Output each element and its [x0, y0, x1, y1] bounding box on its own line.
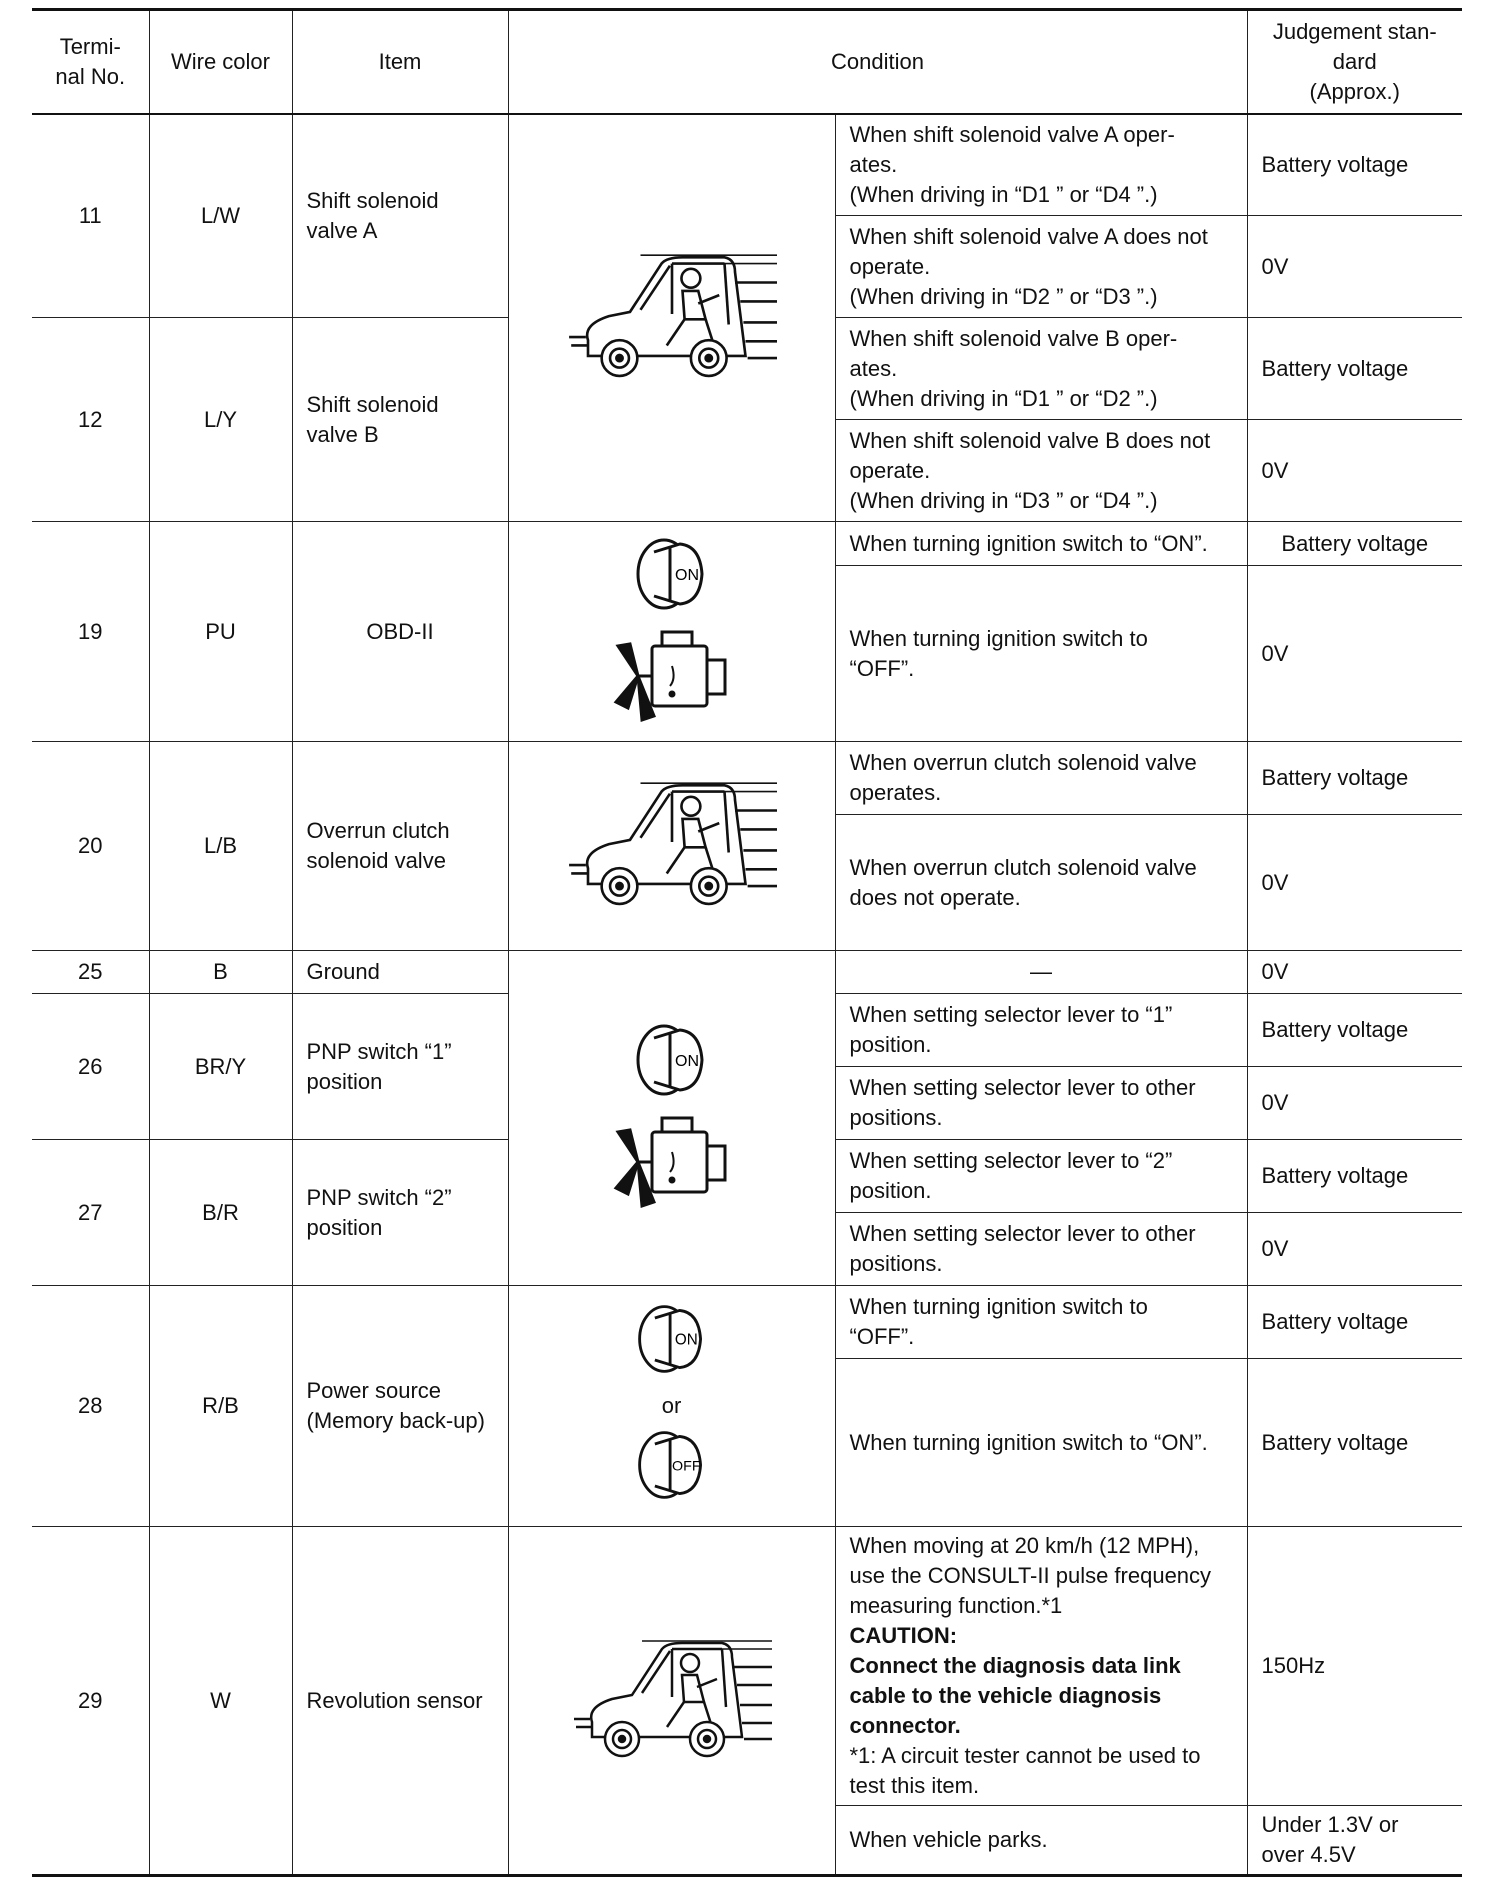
wire-color: L/Y	[149, 318, 292, 522]
caution-label: CAUTION:	[849, 1623, 958, 1648]
key-on-label: ON	[674, 1053, 699, 1070]
ignition-key-off-icon	[632, 1425, 712, 1505]
judgement-value: Battery voltage	[1247, 1286, 1462, 1359]
ignition-engine-figure	[508, 522, 835, 742]
judgement-value: 150Hz	[1247, 1527, 1462, 1806]
condition-text: When overrun clutch solenoid valve does not operate.	[835, 815, 1247, 951]
judgement-value: Battery voltage	[1247, 522, 1462, 566]
driving-car-figure	[508, 114, 835, 522]
table-row	[32, 114, 1462, 216]
wire-color: PU	[149, 522, 292, 742]
terminal-no: 19	[32, 522, 149, 742]
header-item: Item	[292, 10, 508, 114]
condition-text: When shift solenoid valve B oper- ates. (When driving in “D1 ” or “D2 ”.)	[835, 318, 1247, 420]
condition-text: When setting selector lever to “2” position.	[835, 1140, 1247, 1213]
judgement-value: Under 1.3V or over 4.5V	[1247, 1806, 1462, 1876]
condition-text: When turning ignition switch to “ON”.	[835, 522, 1247, 566]
engine-icon	[612, 1110, 732, 1210]
judgement-value: 0V	[1247, 815, 1462, 951]
condition-text: When moving at 20 km/h (12 MPH), use the CONSULT-II pulse frequency measuring function.*1	[849, 1533, 1212, 1618]
condition-text: When turning ignition switch to “OFF”.	[835, 566, 1247, 742]
footnote-text: *1: A circuit tester cannot be used to test this item.	[849, 1743, 1201, 1798]
condition-text: When turning ignition switch to “ON”.	[835, 1359, 1247, 1527]
item-name: Revolution sensor	[292, 1527, 508, 1876]
wire-color: B/R	[149, 1140, 292, 1286]
judgement-value: 0V	[1247, 566, 1462, 742]
terminal-no: 26	[32, 994, 149, 1140]
wire-color: L/B	[149, 742, 292, 951]
terminal-no: 25	[32, 951, 149, 994]
wire-color: BR/Y	[149, 994, 292, 1140]
engine-icon	[612, 624, 732, 724]
wire-color: L/W	[149, 114, 292, 318]
ignition-engine-figure	[508, 951, 835, 1286]
item-name: Overrun clutch solenoid valve	[292, 742, 508, 951]
item-name: PNP switch “1” position	[292, 994, 508, 1140]
caution-text: Connect the diagnosis data link cable to the vehicle diagnosis connector.	[849, 1653, 1181, 1738]
ignition-key-figure	[508, 1286, 835, 1527]
key-on-label: ON	[674, 566, 699, 584]
item-name: PNP switch “2” position	[292, 1140, 508, 1286]
driving-car-figure	[508, 1527, 835, 1876]
judgement-value: Battery voltage	[1247, 114, 1462, 216]
driving-car-figure	[508, 742, 835, 951]
item-name: Shift solenoid valve B	[292, 318, 508, 522]
condition-text: When setting selector lever to “1” position.	[835, 994, 1247, 1067]
wire-color: W	[149, 1527, 292, 1876]
table-row	[32, 522, 1462, 566]
condition-text: When shift solenoid valve A oper- ates. (When driving in “D1 ” or “D4 ”.)	[835, 114, 1247, 216]
condition-text: When overrun clutch solenoid valve operates.	[835, 742, 1247, 815]
condition-text: When shift solenoid valve B does not operate. (When driving in “D3 ” or “D4 ”.)	[835, 420, 1247, 522]
item-name: Ground	[292, 951, 508, 994]
item-name: OBD-II	[292, 522, 508, 742]
header-wire-color: Wire color	[149, 10, 292, 114]
key-on-label: ON	[674, 1331, 698, 1349]
terminal-no: 11	[32, 114, 149, 318]
judgement-value: 0V	[1247, 1067, 1462, 1140]
header-judgement-standard: Judgement stan- dard (Approx.)	[1247, 10, 1462, 114]
or-label: or	[661, 1393, 682, 1418]
driving-car-icon	[567, 239, 777, 389]
judgement-value: 0V	[1247, 1213, 1462, 1286]
condition-text: —	[835, 951, 1247, 994]
terminal-no: 28	[32, 1286, 149, 1527]
terminal-spec-table	[32, 8, 1462, 1877]
table-row	[32, 1286, 1462, 1359]
header-terminal-no: Termi- nal No.	[32, 10, 149, 114]
judgement-value: Battery voltage	[1247, 994, 1462, 1067]
condition-text: When shift solenoid valve A does not operate. (When driving in “D2 ” or “D3 ”.)	[835, 216, 1247, 318]
judgement-value: Battery voltage	[1247, 1359, 1462, 1527]
judgement-value: 0V	[1247, 951, 1462, 994]
condition-text: When turning ignition switch to “OFF”.	[835, 1286, 1247, 1359]
item-name: Shift solenoid valve A	[292, 114, 508, 318]
terminal-no: 27	[32, 1140, 149, 1286]
wire-color: B	[149, 951, 292, 994]
terminal-no: 12	[32, 318, 149, 522]
condition-block	[835, 1527, 1247, 1806]
header-condition: Condition	[508, 10, 1247, 114]
condition-text: When setting selector lever to other positions.	[835, 1213, 1247, 1286]
table-row	[32, 1527, 1462, 1806]
terminal-no: 20	[32, 742, 149, 951]
ignition-key-on-icon	[632, 1018, 712, 1102]
judgement-value: 0V	[1247, 420, 1462, 522]
driving-car-icon	[572, 1627, 772, 1767]
key-off-label: OFF	[671, 1458, 701, 1475]
item-name: Power source (Memory back-up)	[292, 1286, 508, 1527]
judgement-value: Battery voltage	[1247, 1140, 1462, 1213]
condition-text: When setting selector lever to other positions.	[835, 1067, 1247, 1140]
judgement-value: Battery voltage	[1247, 318, 1462, 420]
ignition-key-on-icon	[632, 1299, 712, 1379]
condition-text: When vehicle parks.	[835, 1806, 1247, 1876]
driving-car-icon	[567, 767, 777, 917]
judgement-value: Battery voltage	[1247, 742, 1462, 815]
wire-color: R/B	[149, 1286, 292, 1527]
table-row	[32, 951, 1462, 994]
judgement-value: 0V	[1247, 216, 1462, 318]
table-row	[32, 742, 1462, 815]
terminal-no: 29	[32, 1527, 149, 1876]
ignition-key-on-icon	[632, 532, 712, 616]
